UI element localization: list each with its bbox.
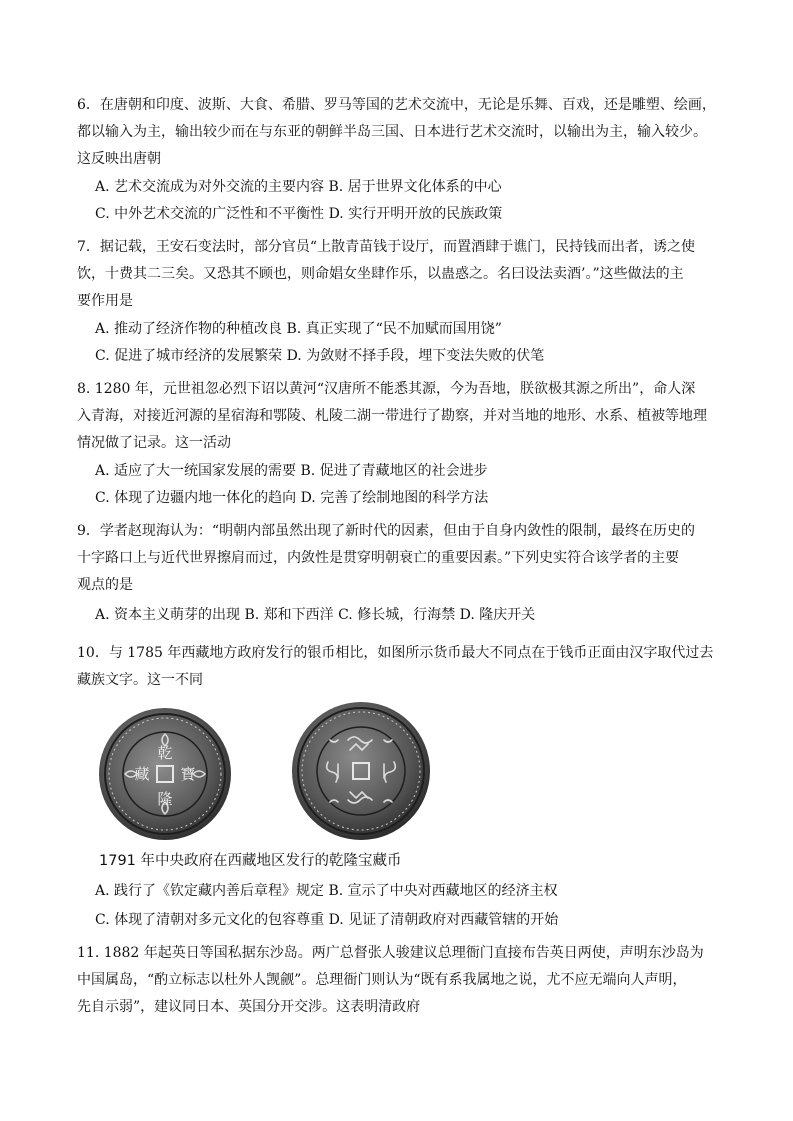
q10-options-ab: A. 践行了《钦定藏内善后章程》规定 B. 宣示了中央对西藏地区的经济主权 — [95, 883, 558, 899]
q7-line-3: 要作用是 — [77, 293, 133, 309]
figure-caption: 1791 年中央政府在西藏地区发行的乾隆宝藏币 — [99, 853, 402, 869]
q6-options-ab: A. 艺术交流成为对外交流的主要内容 B. 居于世界文化体系的中心 — [95, 179, 502, 195]
q8-line-2: 入青海，对接近河源的星宿海和鄂陵、札陵二湖一带进行了勘察，并对当地的地形、水系、植被等地理 — [77, 408, 707, 424]
qianlong-coin-chinese-side — [97, 706, 233, 842]
q8-options-ab: A. 适应了大一统国家发展的需要 B. 促进了青藏地区的社会进步 — [95, 463, 488, 479]
q8-line-3: 情况做了记录。这一活动 — [77, 435, 231, 451]
q6-line-1: 6．在唐朝和印度、波斯、大食、希腊、罗马等国的艺术交流中，无论是乐舞、百戏，还是雕塑、绘画， — [77, 97, 716, 113]
q10-options-cd: C. 体现了清朝对多元文化的包容尊重 D. 见证了清朝政府对西藏管辖的开始 — [95, 912, 559, 928]
q9-line-3: 观点的是 — [77, 577, 133, 593]
q7-line-1: 7．据记载，王安石变法时，部分官员“上散青苗钱于设厅，而置酒肆于谯门，民持钱而出者，诱之使 — [77, 239, 696, 255]
q7-line-2: 饮，十费其二三矣。又恐其不顾也，则命娼女坐肆作乐，以蛊惑之。名曰设法卖酒’。”这些做法的主 — [77, 266, 684, 282]
coin-char-top: 乾 — [157, 744, 173, 762]
q6-line-2: 都以输入为主，输出较少而在与东亚的朝鲜半岛三国、日本进行艺术交流时，以输出为主，输入较少。 — [77, 124, 707, 140]
q8-line-1: 8. 1280 年，元世祖忽必烈下诏以黄河“汉唐所不能悉其源，今为吾地，朕欲极其源之所出”，命人深 — [77, 381, 696, 397]
q9-line-2: 十字路口上与近代世界擦肩而过，内敛性是贯穿明朝衰亡的重要因素。”下列史实符合该学者的主要 — [77, 550, 680, 566]
q11-line-3: 先自示弱”，建议同日本、英国分开交涉。这表明清政府 — [77, 999, 421, 1015]
q7-options-cd: C. 促进了城市经济的发展繁荣 D. 为敛财不择手段，埋下变法失败的伏笔 — [95, 348, 545, 364]
q10-line-1: 10．与 1785 年西藏地方政府发行的银币相比，如图所示货币最大不同点在于钱币正面由汉字取代过去 — [77, 645, 714, 661]
q6-line-3: 这反映出唐朝 — [77, 151, 161, 167]
q6-options-cd: C. 中外艺术交流的广泛性和不平衡性 D. 实行开明开放的民族政策 — [95, 206, 503, 222]
q9-options: A. 资本主义萌芽的出现 B. 郑和下西洋 C. 修长城，行海禁 D. 隆庆开关 — [95, 607, 536, 623]
q7-options-ab: A. 推动了经济作物的种植改良 B. 真正实现了“民不加赋而国用饶” — [95, 321, 502, 337]
q10-line-2: 藏族文字。这一不同 — [77, 672, 203, 688]
q11-line-1: 11. 1882 年起英日等国私据东沙岛。两广总督张人骏建议总理衙门直接布告英日两使，声明东沙岛为 — [77, 945, 704, 961]
q8-options-cd: C. 体现了边疆内地一体化的趋向 D. 完善了绘制地图的科学方法 — [95, 490, 489, 506]
q9-line-1: 9．学者赵现海认为：“明朝内部虽然出现了新时代的因素，但由于自身内敛性的限制，最终在历史的 — [77, 523, 696, 539]
coin-char-right: 寶 — [180, 765, 196, 783]
q11-line-2: 中国属岛，“酌立标志以杜外人觊觎”。总理衙门则认为“既有系我属地之说，尤不应无端向人声明， — [77, 972, 687, 988]
coin-char-bottom: 隆 — [157, 790, 173, 808]
qianlong-coin-tibetan-side — [290, 700, 432, 842]
coin-char-left: 藏 — [134, 765, 150, 783]
